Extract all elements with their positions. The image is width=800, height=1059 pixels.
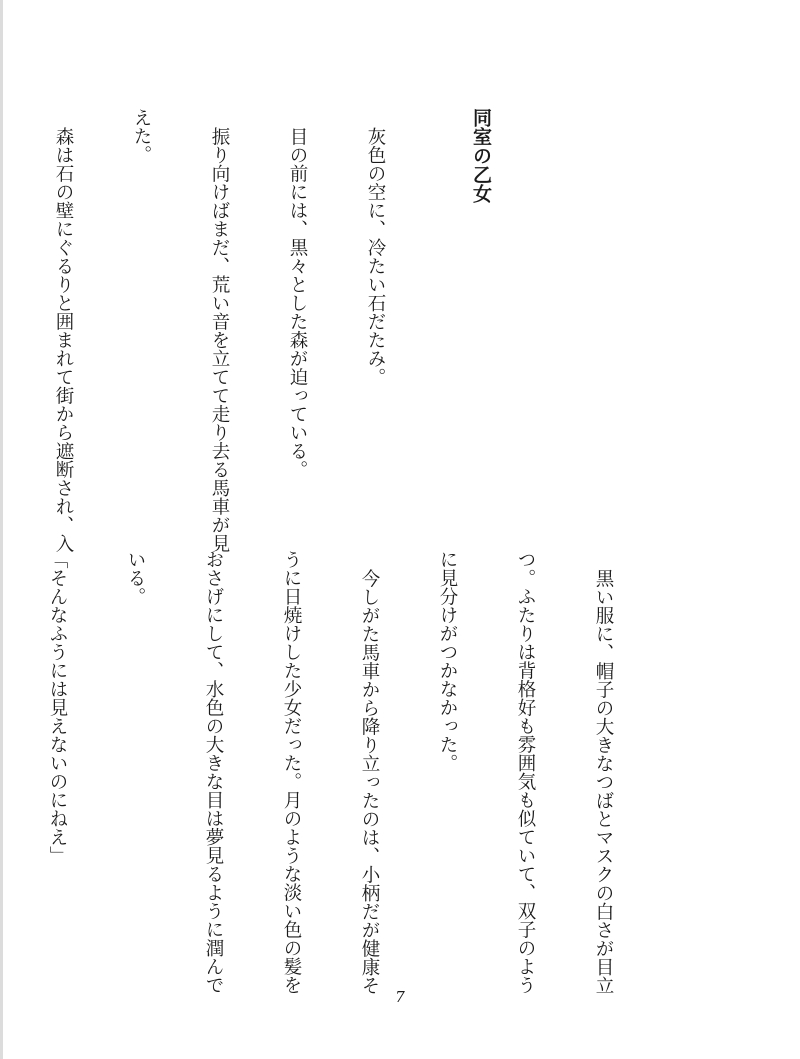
dialogue-column: 「そんなふうには見えないのにねえ」 — [47, 550, 68, 865]
text-column: つ。ふたりは背格好も雰囲気も似ていて、双子のよう — [515, 550, 536, 994]
text-column: 目の前には、黒々とした森が迫っている。 — [287, 126, 308, 478]
text-block-bottom — [0, 550, 668, 994]
text-column: 振り向けばまだ、荒い音を立てて走り去る馬車が見 — [209, 126, 230, 552]
text-column: 灰色の空に、冷たい石だたみ。 — [365, 126, 386, 386]
text-column: いる。 — [125, 550, 146, 606]
text-column: 森は石の壁にぐるりと囲まれて街から遮断され、入 — [53, 126, 74, 552]
chapter-title: 同室の乙女 — [470, 108, 492, 203]
text-column: 今しがた馬車から降り立ったのは、小柄だが健康そ — [359, 568, 380, 994]
text-column: に見分けがつかなかった。 — [437, 550, 458, 772]
text-column: おさげにして、水色の大きな目は夢見るように潤んで — [203, 550, 224, 994]
text-column: 黒い服に、帽子の大きなつばとマスクの白さが目立 — [593, 568, 614, 994]
text-column: うに日焼けした少女だった。月のような淡い色の髪を — [281, 550, 302, 994]
text-column: えた。 — [131, 108, 152, 164]
text-block-top — [0, 108, 548, 552]
page-number: 7 — [395, 988, 405, 1006]
